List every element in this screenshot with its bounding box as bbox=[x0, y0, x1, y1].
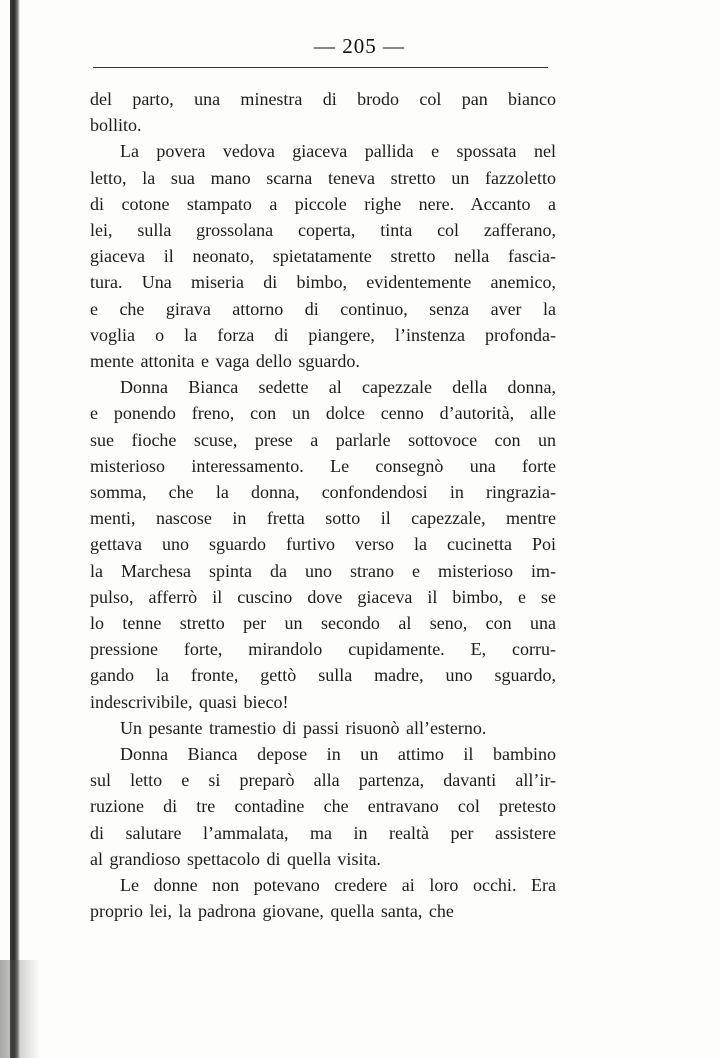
text-line: del parto, una minestra di brodo col pan bianco bbox=[90, 89, 556, 109]
paragraph bbox=[90, 715, 556, 741]
text-line: ruzione di tre contadine che entravano col pretesto bbox=[90, 796, 556, 817]
text-line: giaceva il neonato, spietatamente stretto nella fascia- bbox=[90, 246, 556, 267]
binding-edge bbox=[10, 0, 20, 1058]
text-line: lei, sulla grossolana coperta, tinta col zafferano, bbox=[90, 220, 556, 241]
header-rule bbox=[93, 67, 548, 68]
text-line: di salutare l’ammalata, ma in realtà per assistere bbox=[90, 822, 556, 843]
text-line: tura. Una miseria di bimbo, evidentemente anemico, bbox=[90, 272, 556, 293]
text-line: voglia o la forza di piangere, l’instenza profonda- bbox=[90, 324, 556, 345]
body-text bbox=[90, 86, 556, 925]
paragraph bbox=[90, 138, 556, 374]
text-line: pulso, afferrò il cuscino dove giaceva il bimbo, e se bbox=[90, 586, 556, 607]
paragraph bbox=[90, 86, 556, 138]
text-line: somma, che la donna, confondendosi in ringrazia- bbox=[90, 482, 556, 503]
text-line: di cotone stampato a piccole righe nere. Accanto a bbox=[90, 193, 556, 214]
paragraph bbox=[90, 741, 556, 872]
paragraph bbox=[90, 374, 556, 715]
text-line: sue fioche scuse, prese a parlarle sottovoce con un bbox=[90, 429, 556, 450]
text-line: e che girava attorno di continuo, senza aver la bbox=[90, 298, 556, 319]
text-line: sul letto e si preparò alla partenza, davanti all’ir- bbox=[90, 770, 556, 791]
text-line: proprio lei, la padrona giovane, quella santa, che bbox=[90, 901, 454, 922]
text-line: Un pesante tramestio di passi risuonò all’esterno. bbox=[120, 717, 487, 738]
text-line: pressione forte, mirandolo cupidamente. E, corru- bbox=[90, 639, 556, 660]
text-line: Donna Bianca sedette al capezzale della donna, bbox=[120, 377, 556, 398]
text-line: la Marchesa spinta da uno strano e misterioso im- bbox=[90, 560, 556, 581]
text-line: letto, la sua mano scarna teneva stretto un fazzoletto bbox=[90, 167, 556, 188]
text-line: gando la fronte, gettò sulla madre, uno sguardo, bbox=[90, 665, 556, 686]
text-line: gettava uno sguardo furtivo verso la cucinetta Poi bbox=[90, 534, 556, 555]
text-line: lo tenne stretto per un secondo al seno, con una bbox=[90, 613, 556, 634]
text-line: indescrivibile, quasi bieco! bbox=[90, 691, 289, 712]
text-line: bollito. bbox=[90, 115, 142, 136]
text-line: menti, nascose in fretta sotto il capezzale, mentre bbox=[90, 508, 556, 529]
page-number: — 205 — bbox=[314, 34, 405, 58]
text-line: al grandioso spettacolo di quella visita. bbox=[90, 848, 381, 869]
text-line: Le donne non potevano credere ai loro occhi. Era bbox=[120, 875, 556, 896]
paragraph bbox=[90, 872, 556, 924]
text-line: mente attonita e vaga dello sguardo. bbox=[90, 351, 360, 372]
text-line: La povera vedova giaceva pallida e spossata nel bbox=[120, 141, 556, 162]
binding-shadow bbox=[0, 960, 40, 1058]
text-line: Donna Bianca depose in un attimo il bambino bbox=[120, 744, 556, 765]
text-line: misterioso interessamento. Le consegnò una forte bbox=[90, 455, 556, 476]
text-line: e ponendo freno, con un dolce cenno d’autorità, alle bbox=[90, 403, 556, 424]
